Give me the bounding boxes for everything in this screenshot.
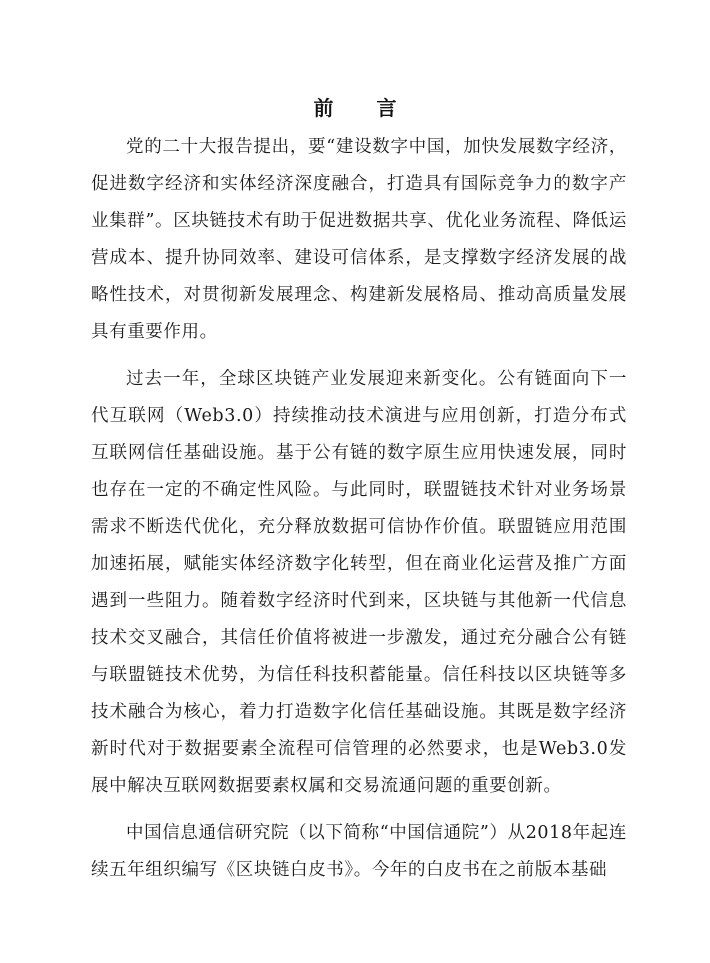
paragraph-3: 中国信息通信研究院（以下简称“中国信通院”）从2018年起连续五年组织编写《区块链白皮书》。今年的白皮书在之前版本基础 [91, 823, 627, 880]
page-heading: 前 言 [313, 96, 415, 120]
paragraph-2: 过去一年，全球区块链产业发展迎来新变化。公有链面向下一代互联网（Web3.0）持续推动技术演进与应用创新，打造分布式互联网信任基础设施。基于公有链的数字原生应用快速发展，同时也存在一定的不确定性风险。与此同时，联盟链技术针对业务场景需求不断迭代优化，充分释放数据可信协作价值。联盟链应用范围加速拓展，赋能实体经济数字化转型，但在商业化运营及推广方面遇到一些阻力。随着数字经济时代到来，区块链与其他新一代信息技术交叉融合，其信任价值将被进一步激发，通过充分融合公有链与联盟链技术优势，为信任科技积蓄能量。信任科技以区块链等多技术融合为核心，着力打造数字化信任基础设施。其既是数字经济新时代对于数据要素全流程可信管理的必然要求，也是Web3.0发展中解决互联网数据要素权属和交易流通问题的重要创新。 [91, 369, 627, 796]
body-text [91, 129, 627, 899]
paragraph-1: 党的二十大报告提出，要“建设数字中国，加快发展数字经济，促进数字经济和实体经济深度融合，打造具有国际竞争力的数字产业集群”。区块链技术有助于促进数据共享、优化业务流程、降低运营成本、提升协同效率、建设可信体系，是支撑数字经济发展的战略性技术，对贯彻新发展理念、构建新发展格局、推动高质量发展具有重要作用。 [91, 137, 627, 342]
